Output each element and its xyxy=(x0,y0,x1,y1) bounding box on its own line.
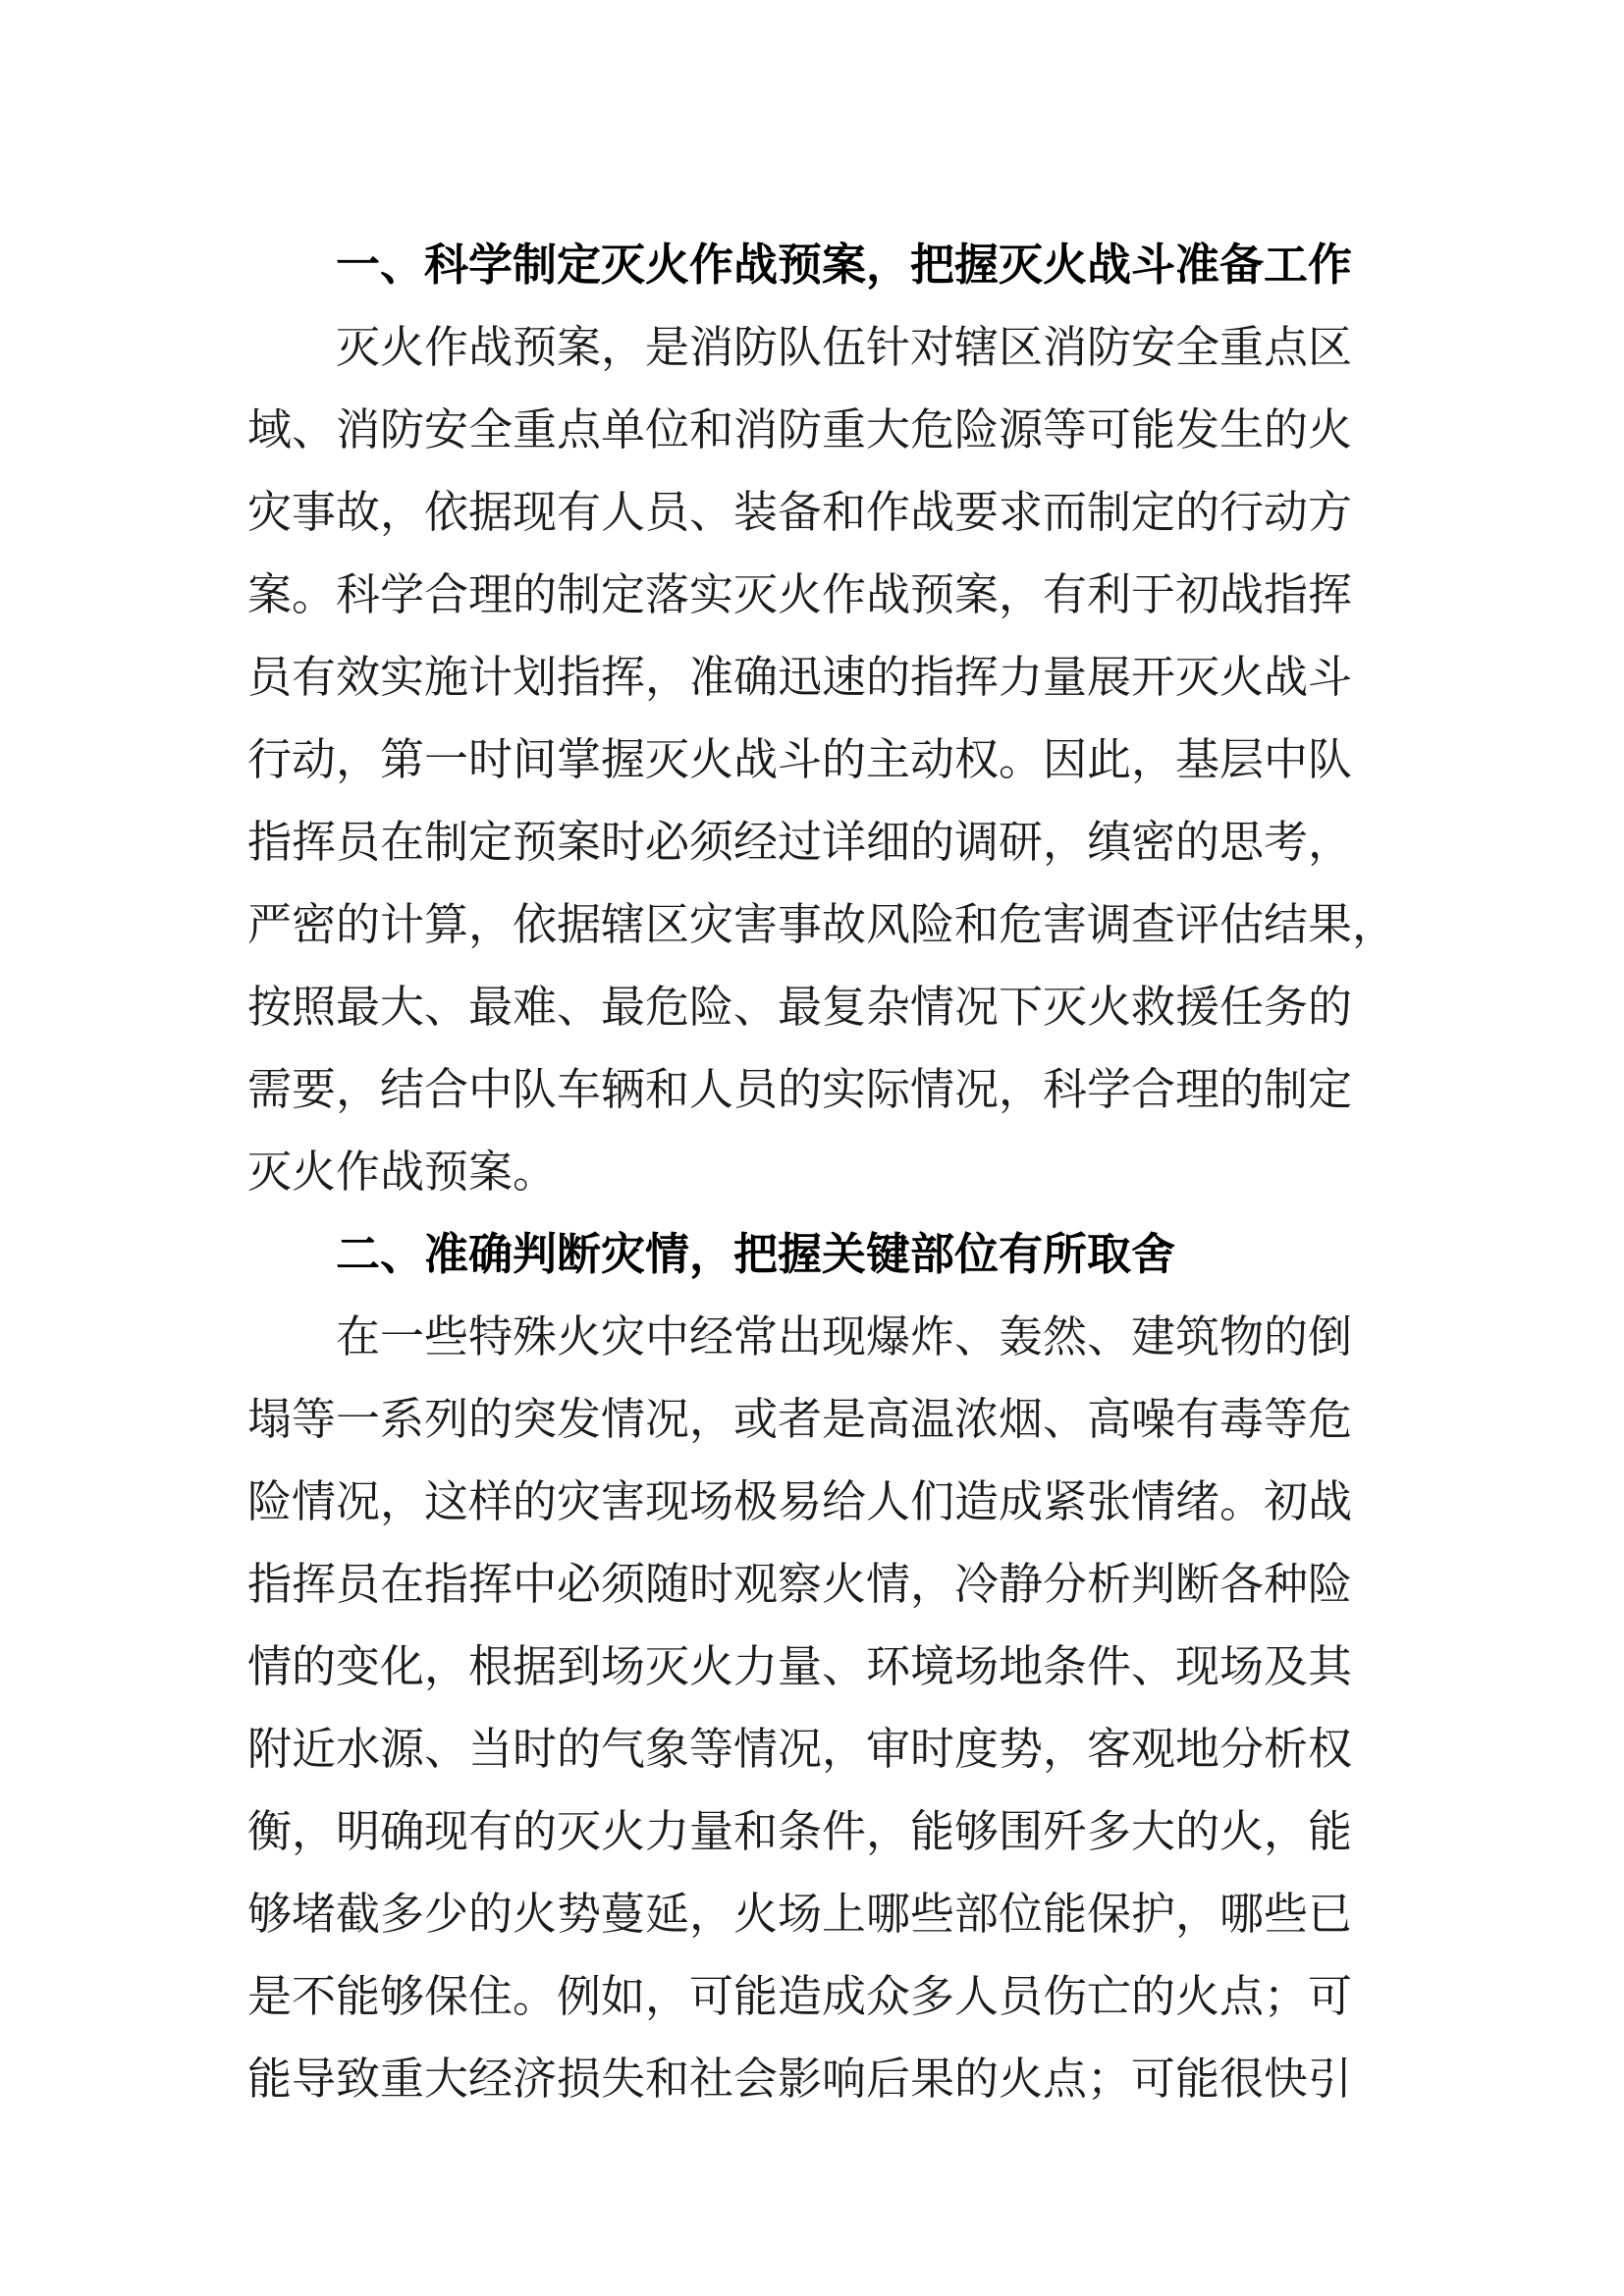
paragraph-line: 员有效实施计划指挥，准确迅速的指挥力量展开灭火战斗 xyxy=(247,651,1353,703)
paragraph-line: 域、消防安全重点单位和消防重大危险源等可能发生的火 xyxy=(247,403,1353,455)
paragraph-line: 在一些特殊火灾中经常出现爆炸、轰然、建筑物的倒 xyxy=(336,1310,1353,1362)
paragraph-line: 情的变化，根据到场灭火力量、环境场地条件、现场及其 xyxy=(247,1640,1353,1692)
paragraph-line: 案。科学合理的制定落实灭火作战预案，有利于初战指挥 xyxy=(247,568,1353,620)
paragraph-line: 能导致重大经济损失和社会影响后果的火点；可能很快引 xyxy=(247,2053,1353,2105)
paragraph-line: 灭火作战预案。 xyxy=(247,1146,558,1198)
paragraph-line: 严密的计算，依据辖区灾害事故风险和危害调查评估结果， xyxy=(247,898,1397,950)
section-heading: 一、科学制定灭火作战预案，把握灭火战斗准备工作 xyxy=(336,239,1353,291)
paragraph-line: 按照最大、最难、最危险、最复杂情况下灭火救援任务的 xyxy=(247,981,1353,1033)
paragraph-line: 灭火作战预案，是消防队伍针对辖区消防安全重点区 xyxy=(336,321,1353,373)
paragraph-line: 衡，明确现有的灭火力量和条件，能够围歼多大的火，能 xyxy=(247,1805,1353,1857)
paragraph-line: 塌等一系列的突发情况，或者是高温浓烟、高噪有毒等危 xyxy=(247,1393,1353,1445)
paragraph-line: 指挥员在制定预案时必须经过详细的调研，缜密的思考， xyxy=(247,816,1353,868)
paragraph-line: 需要，结合中队车辆和人员的实际情况，科学合理的制定 xyxy=(247,1063,1353,1115)
paragraph-line: 够堵截多少的火势蔓延，火场上哪些部位能保护，哪些已 xyxy=(247,1888,1353,1940)
paragraph-line: 指挥员在指挥中必须随时观察火情，冷静分析判断各种险 xyxy=(247,1558,1353,1610)
document-body xyxy=(247,224,1397,2120)
section-heading: 二、准确判断灾情，把握关键部位有所取舍 xyxy=(336,1228,1176,1280)
paragraph-line: 是不能够保住。例如，可能造成众多人员伤亡的火点；可 xyxy=(247,1970,1353,2022)
paragraph-line: 灾事故，依据现有人员、装备和作战要求而制定的行动方 xyxy=(247,486,1353,538)
paragraph-line: 险情况，这样的灾害现场极易给人们造成紧张情绪。初战 xyxy=(247,1475,1353,1527)
paragraph-line: 行动，第一时间掌握灭火战斗的主动权。因此，基层中队 xyxy=(247,733,1353,785)
paragraph-line: 附近水源、当时的气象等情况，审时度势，客观地分析权 xyxy=(247,1723,1353,1775)
